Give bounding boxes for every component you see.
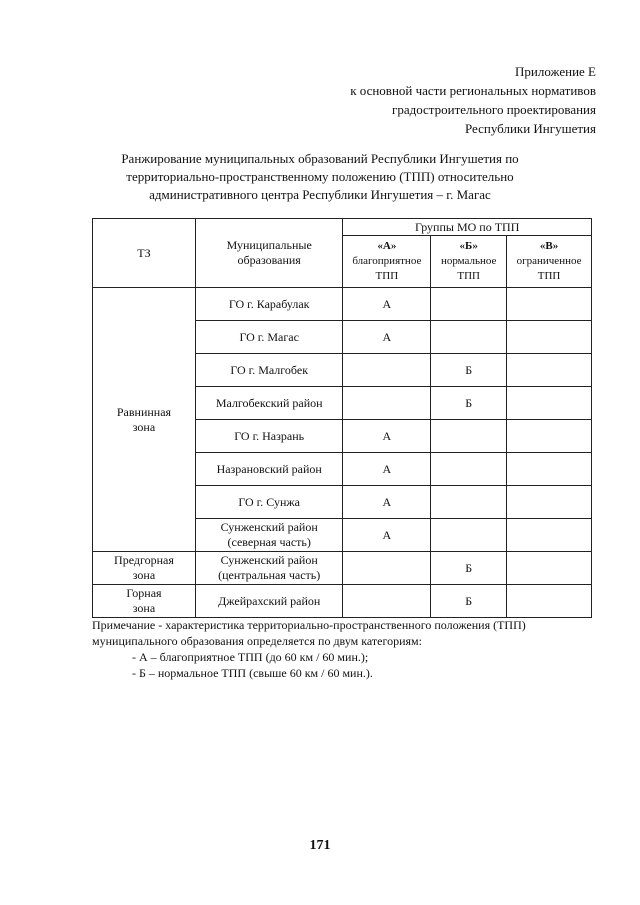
title-line: Ранжирование муниципальных образований Республики Ингушетия по [121, 151, 519, 166]
note-item: - Б – нормальное ТПП (свыше 60 км / 60 мин.). [132, 666, 373, 680]
ranking-table [92, 218, 592, 618]
note-line: муниципального образования определяется по двум категориям: [92, 634, 422, 648]
value-a: А [343, 453, 431, 486]
table-header-row [93, 219, 592, 236]
mo-cell: ГО г. Сунжа [195, 486, 343, 519]
value-a: А [343, 420, 431, 453]
value-a: А [343, 288, 431, 321]
value-v [507, 453, 592, 486]
mo-cell: Джейрахский район [195, 585, 343, 618]
value-v [507, 387, 592, 420]
appendix-title: Приложение Е [515, 64, 596, 79]
mo-cell: Малгобекский район [195, 387, 343, 420]
value-a: А [343, 519, 431, 552]
mo-cell: Сунженский район (северная часть) [195, 519, 343, 552]
value-b: Б [431, 387, 507, 420]
mo-cell: Сунженский район (центральная часть) [195, 552, 343, 585]
appendix-header [236, 62, 596, 138]
mo-cell: ГО г. Магас [195, 321, 343, 354]
value-v [507, 552, 592, 585]
table-row [93, 585, 592, 618]
value-b: Б [431, 585, 507, 618]
table-row [93, 552, 592, 585]
value-v [507, 420, 592, 453]
table-row [93, 288, 592, 321]
value-a: А [343, 486, 431, 519]
category-a: «А» благоприятное ТПП [343, 236, 431, 288]
value-v [507, 486, 592, 519]
mo-cell: Назрановский район [195, 453, 343, 486]
mo-cell: ГО г. Карабулак [195, 288, 343, 321]
zone-plain: Равнинная зона [93, 288, 196, 552]
category-b: «Б» нормальное ТПП [431, 236, 507, 288]
title-line: административного центра Республики Ингушетия – г. Магас [149, 187, 491, 202]
mo-cell: ГО г. Назрань [195, 420, 343, 453]
table-note [92, 617, 592, 681]
value-b [431, 288, 507, 321]
value-v [507, 321, 592, 354]
appendix-line: Республики Ингушетия [464, 121, 596, 136]
value-a [343, 354, 431, 387]
value-b [431, 420, 507, 453]
header-tz: ТЗ [93, 219, 196, 288]
page-number: 171 [309, 838, 331, 853]
header-groups: Группы МО по ТПП [343, 219, 592, 236]
value-a: А [343, 321, 431, 354]
value-a [343, 552, 431, 585]
value-b: Б [431, 354, 507, 387]
appendix-line: к основной части региональных нормативов [350, 83, 596, 98]
document-title [60, 150, 580, 204]
value-b [431, 486, 507, 519]
value-b [431, 519, 507, 552]
appendix-line: градостроительного проектирования [392, 102, 596, 117]
value-a [343, 585, 431, 618]
zone-foothill: Предгорная зона [93, 552, 196, 585]
mo-cell: ГО г. Малгобек [195, 354, 343, 387]
category-v: «В» ограниченное ТПП [507, 236, 592, 288]
header-mo: Муниципальные образования [195, 219, 343, 288]
value-b: Б [431, 552, 507, 585]
title-line: территориально-пространственному положению (ТПП) относительно [126, 169, 514, 184]
note-item: - А – благоприятное ТПП (до 60 км / 60 мин.); [132, 650, 369, 664]
note-line: Примечание - характеристика территориально-пространственного положения (ТПП) [92, 618, 526, 632]
value-v [507, 585, 592, 618]
value-v [507, 519, 592, 552]
value-b [431, 453, 507, 486]
value-v [507, 288, 592, 321]
value-v [507, 354, 592, 387]
value-b [431, 321, 507, 354]
value-a [343, 387, 431, 420]
zone-mountain: Горная зона [93, 585, 196, 618]
